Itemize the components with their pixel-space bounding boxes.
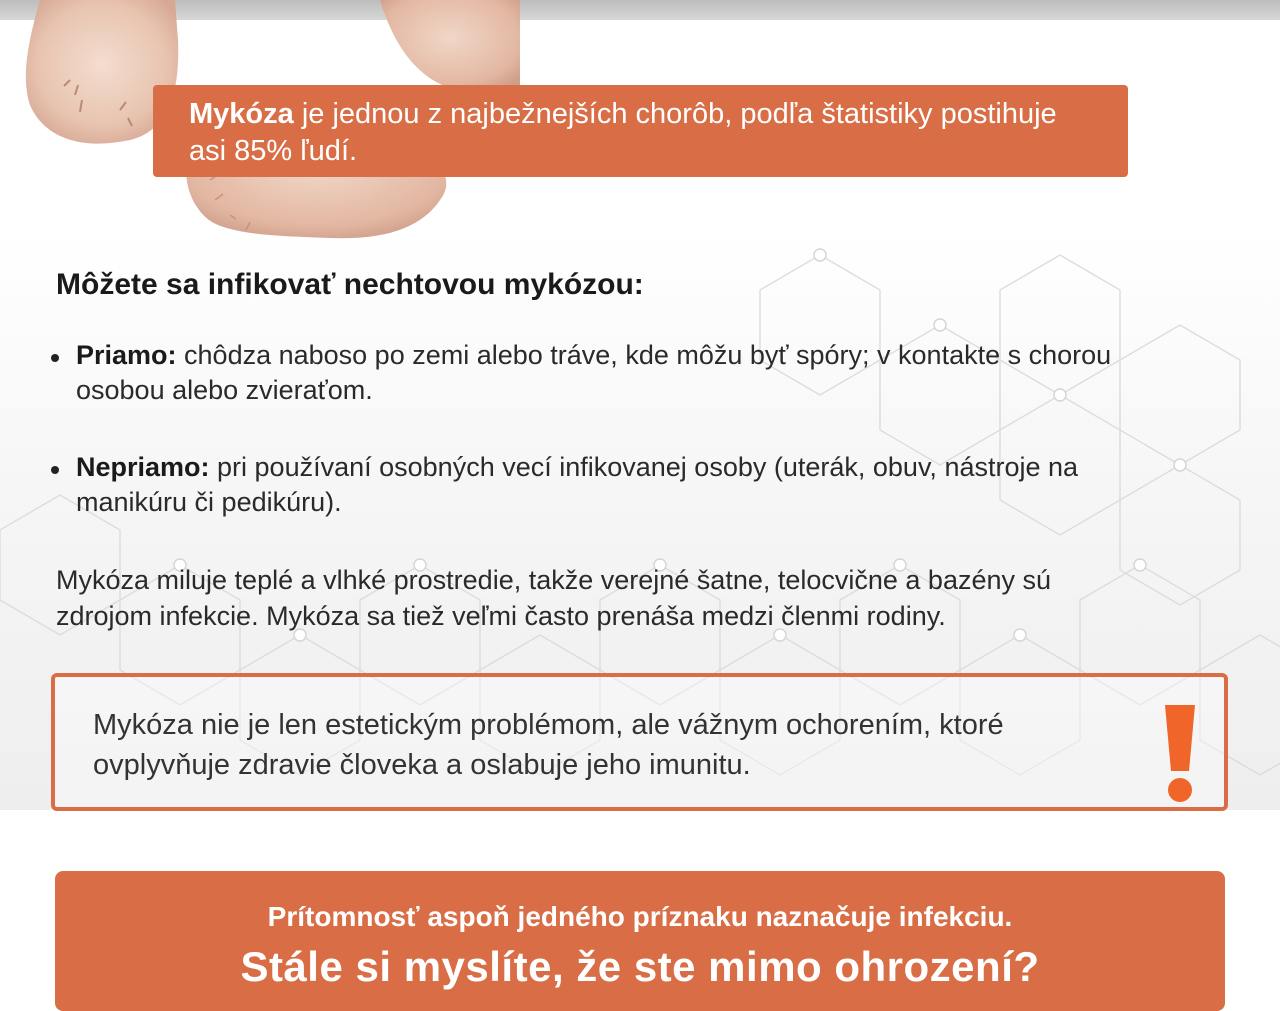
list-item-indirect (48, 450, 1138, 520)
exclamation-icon (1162, 705, 1198, 803)
cta-line-1: Prítomnosť aspoň jedného príznaku naznačuje infekciu. (267, 901, 1013, 932)
statistics-banner (153, 85, 1128, 177)
list-item-text: pri používaní osobných vecí infikovanej osoby (uterák, obuv, nástroje na manikúru či pedikúru). (76, 452, 1079, 517)
list-item-direct (48, 338, 1138, 408)
infection-heading: Môžete sa infikovať nechtovou mykózou: (56, 268, 644, 301)
infection-list (48, 338, 1138, 520)
banner-text: je jednou z najbežnejších chorôb, podľa štatistiky postihuje asi 85% ľudí. (189, 98, 1057, 167)
warning-box (51, 673, 1228, 811)
warning-text: Mykóza nie je len estetickým problémom, ale vážnym ochorením, ktoré ovplyvňuje zdravie človeka a oslabuje jeho imunitu. (93, 709, 1004, 781)
environment-paragraph: Mykóza miluje teplé a vlhké prostredie, takže verejné šatne, telocvične a bazény sú zdrojom infekcie. Mykóza sa tiež veľmi často prenáša medzi členmi rodiny. (56, 565, 1052, 631)
cta-banner (55, 871, 1225, 1011)
list-item-label: Priamo: (76, 340, 177, 370)
list-item-label: Nepriamo: (76, 452, 210, 482)
cta-line-2: Stále si myslíte, že ste mimo ohrození? (240, 943, 1040, 990)
banner-bold-term: Mykóza (189, 98, 294, 130)
list-item-text: chôdza naboso po zemi alebo tráve, kde môžu byť spóry; v kontakte s chorou osobou alebo zvieraťom. (76, 340, 1112, 405)
